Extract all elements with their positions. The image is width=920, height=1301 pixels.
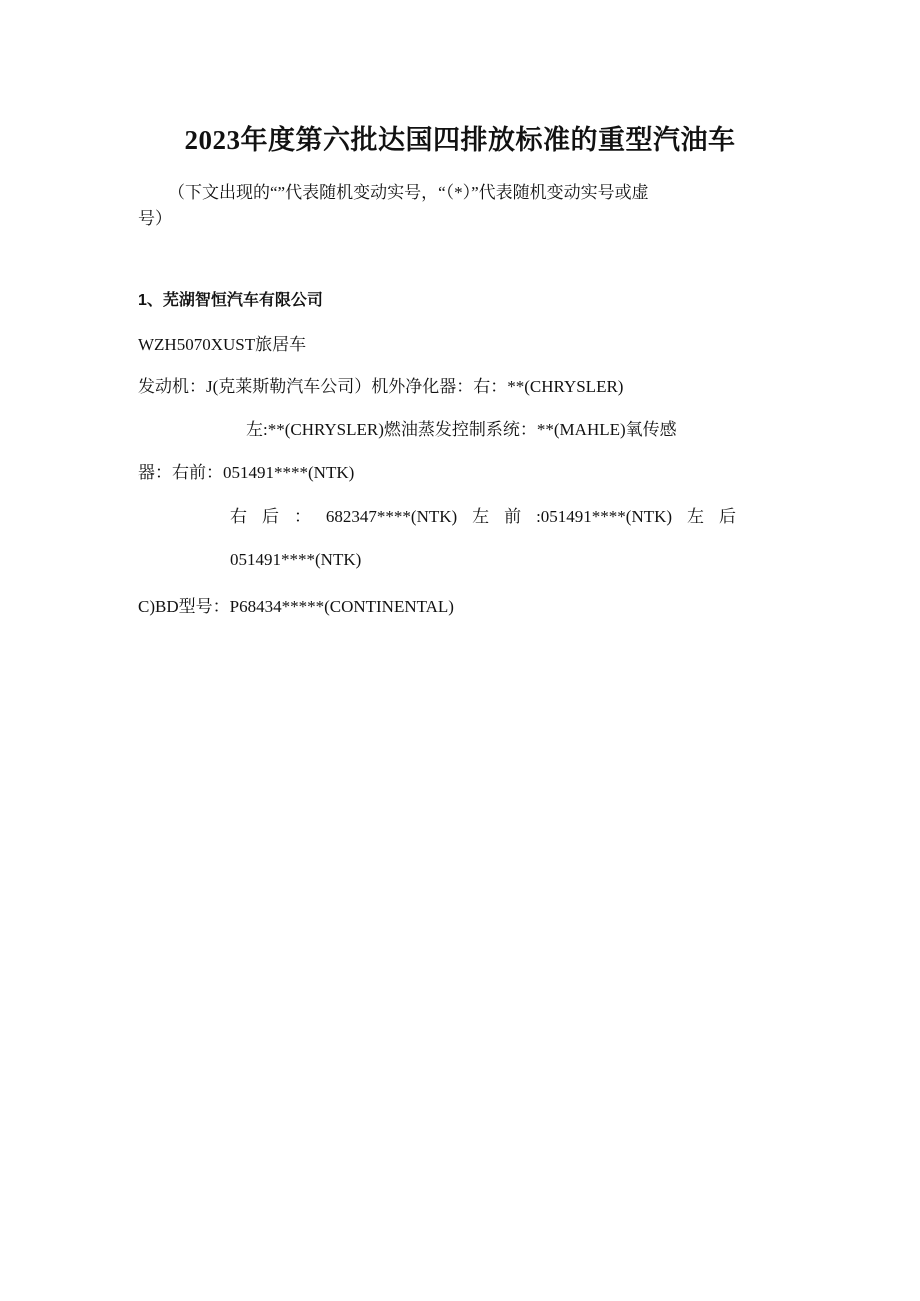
oxygen-sensor-line-2 <box>230 506 736 528</box>
sensor-text: ： <box>293 507 311 526</box>
sensor-text: 右 <box>230 507 247 526</box>
sensor-text: 左 <box>687 507 705 526</box>
left-converter-line: 左:**(CHRYSLER)燃油蒸发控制系统：**(MAHLE)氧传感 <box>246 420 677 439</box>
document-title: 2023年度第六批达国四排放标准的重型汽油车 <box>184 125 736 155</box>
sensor-text: 682347****(NTK) <box>325 507 458 526</box>
vehicle-model: WZH5070XUST旅居车 <box>138 335 307 354</box>
engine-line: 发动机：J(克莱斯勒汽车公司）机外净化器：右：**(CHRYSLER) <box>138 377 624 396</box>
note-line-2: 号） <box>138 209 172 228</box>
oxygen-sensor-line-1: 器：右前：051491****(NTK) <box>138 463 355 482</box>
sensor-text: :051491****(NTK) <box>536 507 673 526</box>
sensor-text: 后 <box>261 507 279 526</box>
sensor-text: 左 <box>472 507 490 526</box>
company-heading: 1、芜湖智恒汽车有限公司 <box>138 292 323 309</box>
sensor-text: 前 <box>504 507 522 526</box>
obd-model-line: C)BD型号：P68434*****(CONTINENTAL) <box>138 597 454 616</box>
note-line-1: （下文出现的“”代表随机变动实号，“（*）”代表随机变动实号或虚 <box>168 183 649 202</box>
sensor-text: 后 <box>719 507 736 526</box>
oxygen-sensor-line-3: 051491****(NTK) <box>230 550 362 569</box>
